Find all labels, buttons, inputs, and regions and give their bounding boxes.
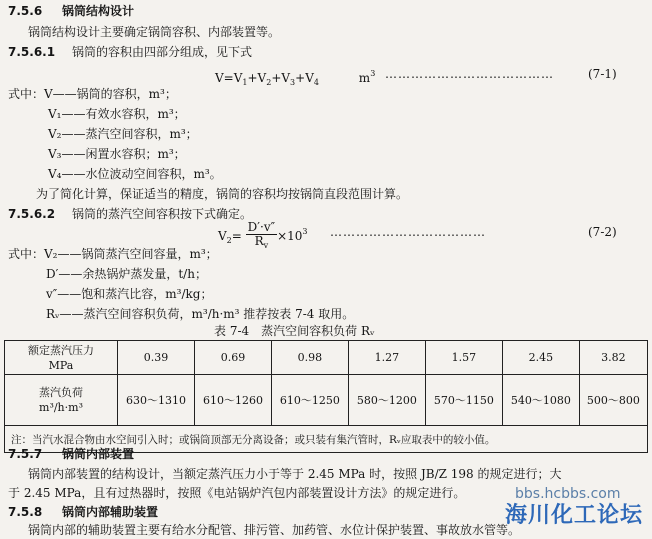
section-number: 7.5.8 [8, 505, 43, 519]
equation-7-1: $V=V_1+V_2+V_3+V_4$ $m^3$ [215, 69, 376, 87]
table-cell: 3.82 [579, 341, 647, 375]
table-cell: 0.39 [118, 341, 195, 375]
table-cell: 0.98 [271, 341, 348, 375]
table-cell: 500～800 [579, 375, 647, 426]
table-cell: 1.57 [425, 341, 502, 375]
section-title: 锅筒内部装置 [62, 447, 135, 461]
section-number: 7.5.6 [8, 4, 43, 18]
table-cell: 630～1310 [118, 375, 195, 426]
where-item: D′——余热锅炉蒸发量，t/h； [46, 267, 207, 281]
equation-number: (7-2) [588, 225, 617, 239]
table-7-4 [4, 340, 648, 453]
paragraph: 锅筒的容积由四部分组成，见下式 [72, 45, 253, 59]
paragraph: 锅筒内部装置的结构设计，当额定蒸汽压力小于等于 2.45 MPa 时，按照 JB/Z 198 的规定进行；大 [28, 467, 562, 481]
paragraph: 锅筒的蒸汽空间容积按下式确定。 [72, 207, 253, 221]
where-lead: 式中：V——锅筒的容积，m³； [8, 87, 177, 101]
row-header: 额定蒸汽压力 MPa [5, 341, 118, 375]
table-row [5, 375, 648, 426]
table-cell: 2.45 [502, 341, 579, 375]
table-row [5, 341, 648, 375]
equation-number: (7-1) [588, 67, 617, 81]
table-cell: 570～1150 [425, 375, 502, 426]
table-cell: 610～1260 [194, 375, 271, 426]
table-cell: 0.69 [194, 341, 271, 375]
table-cell: 580～1200 [348, 375, 425, 426]
table-cell: 1.27 [348, 341, 425, 375]
where-item: V₃——闲置水容积；m³； [48, 147, 186, 161]
where-item: v″——饱和蒸汽比容，m³/kg； [46, 287, 213, 301]
table-cell: 610～1250 [271, 375, 348, 426]
table-cell: 540～1080 [502, 375, 579, 426]
where-item: Rᵥ——蒸汽空间容积负荷，m³/h·m³ 推荐按表 7-4 取用。 [46, 307, 355, 321]
watermark-name: 海川化工论坛 [505, 503, 644, 528]
row-header: 蒸汽负荷 m³/h·m³ [5, 375, 118, 426]
section-title: 锅筒内部辅助装置 [62, 505, 159, 519]
where-item: V₁——有效水容积，m³； [48, 107, 186, 121]
paragraph: 于 2.45 MPa，且有过热器时，按照《电站锅炉汽包内部装置设计方法》的规定进行。 [8, 486, 466, 500]
equation-7-2: $V_2=$ $\frac{D'\cdot v''}{R_v}$ $\times 10^3$ [218, 220, 308, 250]
watermark-url: bbs.hcbbs.com [515, 486, 621, 502]
table-note: 注：当汽水混合物由水空间引入时；或锅筒顶部无分离设备；或只装有集汽管时，Rᵥ应取表中的较小值。 [5, 426, 648, 453]
where-item: V₄——水位波动空间容积，m³。 [48, 167, 222, 181]
paragraph: 锅筒结构设计主要确定锅筒容积、内部装置等。 [28, 25, 281, 39]
leader-dots: ………………………………… [385, 67, 554, 81]
section-number: 7.5.7 [8, 447, 43, 461]
where-lead: 式中：V₂——锅筒蒸汽空间容量，m³； [8, 247, 218, 261]
fraction: $\frac{D'\cdot v''}{R_v}$ [247, 220, 276, 250]
where-item: V₂——蒸汽空间容积，m³； [48, 127, 198, 141]
paragraph: 锅筒内部的辅助装置主要有给水分配管、排污管、加药管、水位计保护装置、事故放水管等。 [28, 523, 521, 537]
section-number: 7.5.6.2 [8, 207, 56, 221]
table-caption: 表 7-4 蒸汽空间容积负荷 Rᵥ [214, 324, 375, 338]
paragraph: 为了简化计算，保证适当的精度，锅筒的容积均按锅筒直段范围计算。 [36, 187, 409, 201]
leader-dots: ……………………………… [330, 225, 486, 239]
section-title: 锅筒结构设计 [62, 4, 135, 18]
section-number: 7.5.6.1 [8, 45, 56, 59]
